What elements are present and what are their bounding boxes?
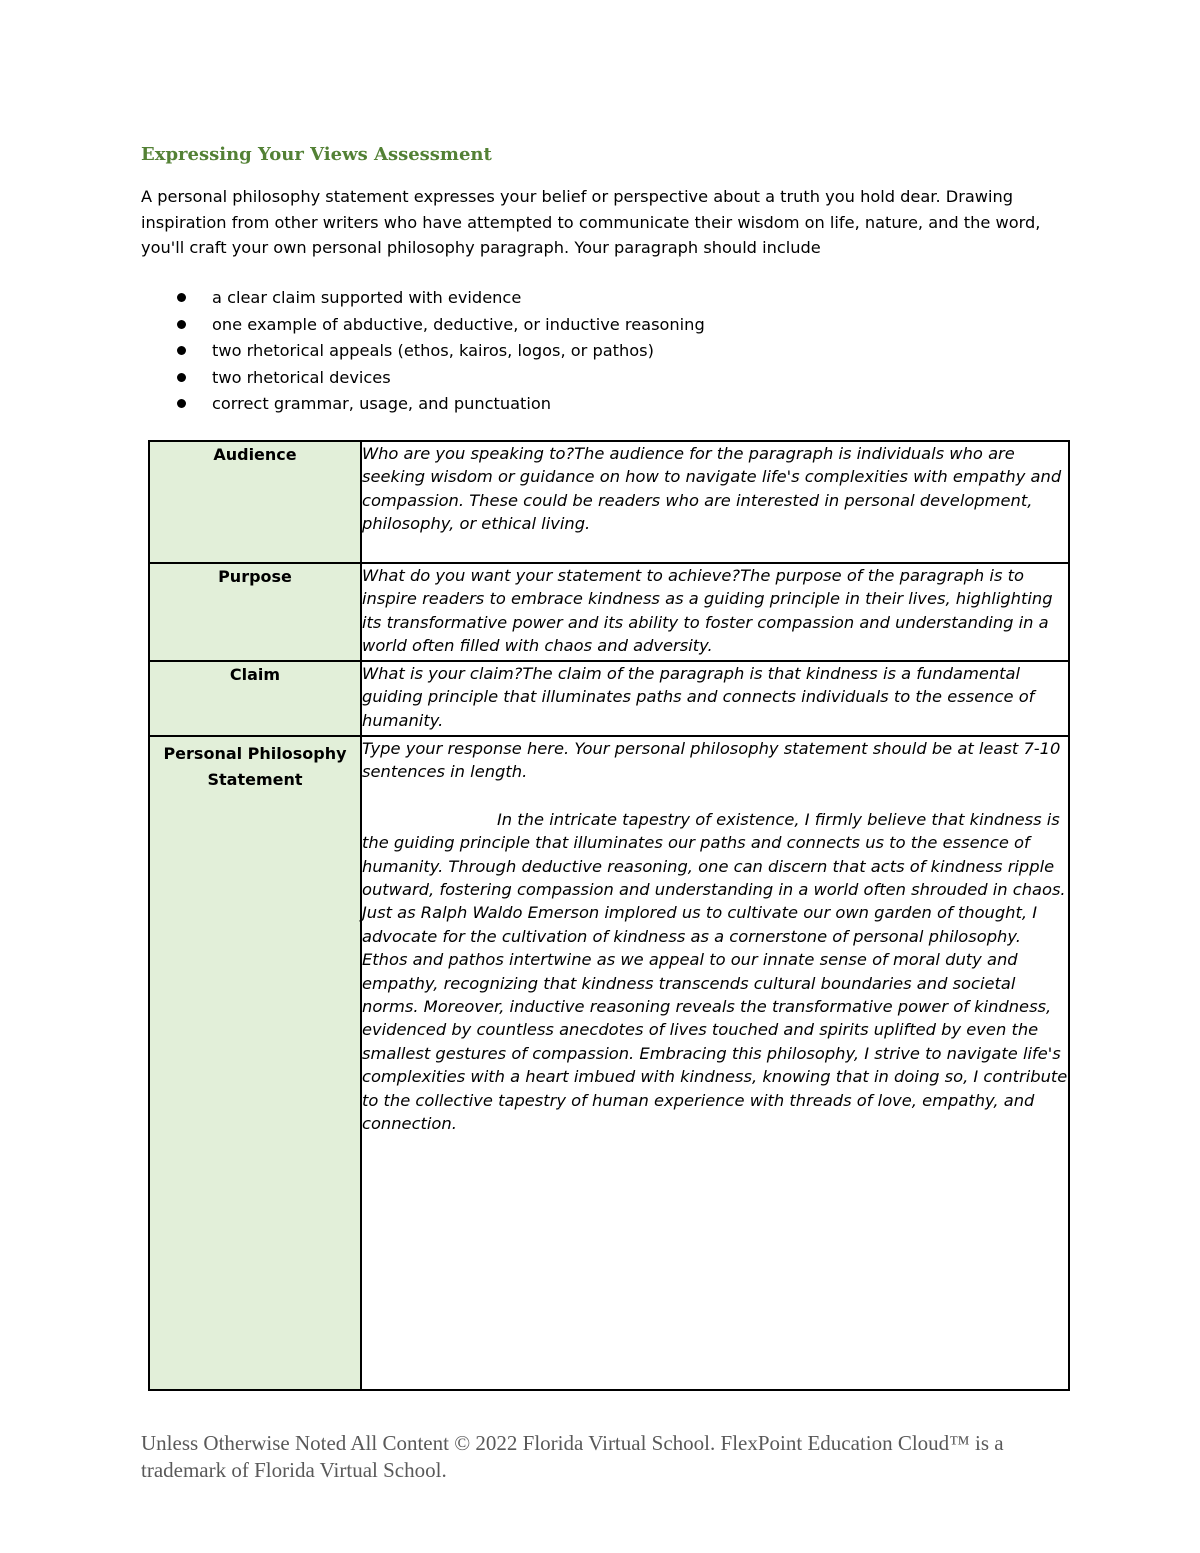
statement-cell[interactable]	[361, 736, 1069, 1390]
intro-paragraph: A personal philosophy statement expresses your belief or perspective about a truth you hold dear. Drawing inspiration from other writers who have attempted to communicate their wisdom on life, nature, and the word, you'll craft your own personal philosophy paragraph. Your paragraph should include	[141, 187, 1041, 257]
bullet-icon	[177, 346, 186, 355]
page-title: Expressing Your Views Assessment	[141, 144, 492, 165]
statement-response-text: In the intricate tapestry of existence, I firmly believe that kindness is the guiding principle that illuminates our paths and connects us to the essence of humanity. Through deductive reasoning, one can discern that acts of kindness ripple outward, fostering compassion and understanding in a world often shrouded in chaos. Just as Ralph Waldo Emerson implored us to cultivate our own garden of thought, I advocate for the cultivation of kindness as a cornerstone of personal philosophy. Ethos and pathos intertwine as we appeal to our innate sense of moral duty and empathy, recognizing that kindness transcends cultural boundaries and societal norms. Moreover, inductive reasoning reveals the transformative power of kindness, evidenced by countless anecdotes of lives touched and spirits uplifted by even the smallest gestures of compassion. Embracing this philosophy, I strive to navigate life's complexities with a heart imbued with kindness, knowing that in doing so, I contribute to the collective tapestry of human experience with threads of love, empathy, and connection.	[362, 809, 1068, 1134]
table-row-claim	[149, 661, 1069, 736]
assessment-table	[148, 440, 1070, 1391]
claim-label: Claim	[149, 661, 361, 736]
table-row-statement	[149, 736, 1069, 1390]
copyright-footer: Unless Otherwise Noted All Content © 2022 Florida Virtual School. FlexPoint Education Cloud™ is a trademark of Florida Virtual School.	[141, 1431, 1004, 1482]
bullet-icon	[177, 399, 186, 408]
audience-label: Audience	[149, 441, 361, 563]
bullet-icon	[177, 293, 186, 302]
purpose-text[interactable]: What do you want your statement to achieve?The purpose of the paragraph is to inspire readers to embrace kindness as a guiding principle in their lives, highlighting its transformative power and its ability to foster compassion and understanding in a world often filled with chaos and adversity.	[361, 563, 1069, 661]
purpose-label: Purpose	[149, 563, 361, 661]
requirements-list	[141, 285, 705, 418]
list-item	[141, 365, 705, 392]
table-row-audience	[149, 441, 1069, 563]
list-item	[141, 285, 705, 312]
list-item-text: two rhetorical appeals (ethos, kairos, logos, or pathos)	[212, 341, 654, 361]
list-item-text: correct grammar, usage, and punctuation	[212, 394, 552, 414]
list-item	[141, 338, 705, 365]
list-item	[141, 312, 705, 339]
statement-response	[362, 808, 1068, 1136]
list-item	[141, 391, 705, 418]
statement-label: Personal Philosophy Statement	[149, 736, 361, 1390]
claim-text[interactable]: What is your claim?The claim of the paragraph is that kindness is a fundamental guiding principle that illuminates paths and connects individuals to the essence of humanity.	[361, 661, 1069, 736]
bullet-icon	[177, 320, 186, 329]
audience-text[interactable]: Who are you speaking to?The audience for the paragraph is individuals who are seeking wisdom or guidance on how to navigate life's complexities with empathy and compassion. These could be readers who are interested in personal development, philosophy, or ethical living.	[361, 441, 1069, 563]
list-item-text: two rhetorical devices	[212, 367, 391, 387]
statement-prompt: Type your response here. Your personal philosophy statement should be at least 7-10 sentences in length.	[362, 739, 1061, 782]
bullet-icon	[177, 373, 186, 382]
list-item-text: a clear claim supported with evidence	[212, 288, 522, 307]
list-item-text: one example of abductive, deductive, or inductive reasoning	[212, 314, 705, 334]
indent	[362, 810, 497, 829]
spacer	[362, 784, 1068, 808]
table-row-purpose	[149, 563, 1069, 661]
